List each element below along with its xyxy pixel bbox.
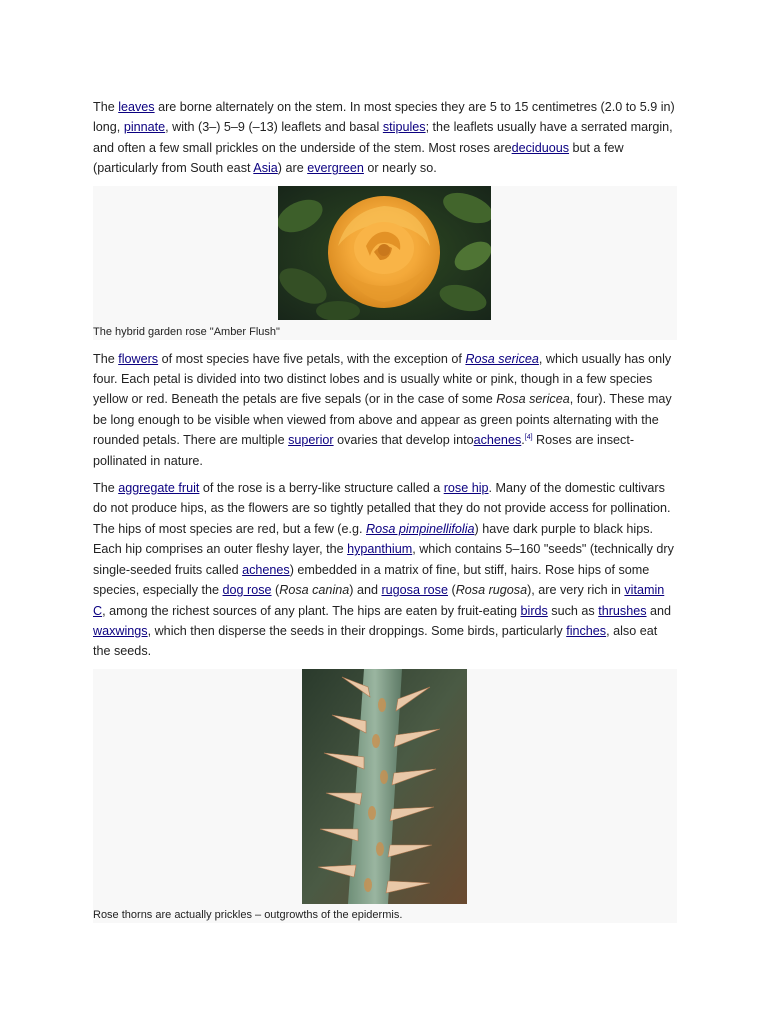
paragraph-leaves	[93, 97, 677, 179]
text: , four). These may be long enough to be visible when viewed from above and appear as green points alternating with the rounded petals. There are multiple	[93, 392, 672, 448]
citation-ref[interactable]: [4]	[524, 434, 533, 442]
text: are borne alternately on the stem. In most species they are 5 to 15 centimetres (2.0 to 5.9 in) long,	[93, 100, 675, 135]
text: ovaries that develop into	[333, 433, 474, 448]
text: ; the leaflets usually have a serrated margin, and often a few small prickles on the underside of the stem. Most roses are	[93, 120, 673, 155]
text: , which then disperse the seeds in their droppings. Some birds, particularly	[147, 623, 567, 638]
italic-term: Rosa canina	[279, 583, 350, 598]
text: , also eat the seeds.	[93, 623, 658, 659]
link-rose-hip[interactable]: rose hip	[443, 481, 489, 496]
link-vitamin-c[interactable]: vitamin C	[93, 583, 665, 618]
link-aggregate-fruit[interactable]: aggregate fruit	[118, 481, 200, 496]
text: and	[646, 603, 672, 618]
figure-amber-flush	[93, 186, 677, 340]
text: , among the richest sources of any plant. The hips are eaten by fruit-eating	[102, 603, 521, 618]
text: , with (3–) 5–9 (–13) leaflets and basal	[165, 120, 383, 135]
paragraph-flowers	[93, 349, 677, 471]
text: (	[271, 583, 280, 598]
link-deciduous[interactable]: deciduous	[511, 140, 570, 155]
link-hypanthium[interactable]: hypanthium	[347, 542, 413, 557]
text: The	[93, 481, 119, 496]
text: ) embedded in a matrix of fine, but stiff, hairs. Rose hips of some species, especially the	[93, 562, 650, 598]
link-asia[interactable]: Asia	[253, 161, 278, 176]
link-finches[interactable]: finches	[566, 623, 607, 638]
text: but a few (particularly from South east	[93, 140, 624, 176]
text: . Many of the domestic cultivars do not produce hips, as the flowers are so tightly petalled that they do not provide access for pollination. The hips of most species are red, but a few (e.g.	[93, 481, 671, 536]
text: or nearly so.	[363, 161, 437, 176]
link-rugosa-rose[interactable]: rugosa rose	[381, 583, 448, 598]
paragraph-fruit	[93, 478, 677, 662]
text: ), are very rich in	[527, 583, 625, 598]
text: , which contains 5–160 "seeds" (technically dry single-seeded fruits called	[93, 542, 674, 577]
link-pinnate[interactable]: pinnate	[123, 120, 166, 135]
link-superior[interactable]: superior	[288, 433, 334, 448]
figure-rose-thorns	[93, 669, 677, 923]
text: Roses are insect-pollinated in nature.	[93, 433, 635, 468]
figure-caption: The hybrid garden rose "Amber Flush"	[93, 325, 280, 338]
text: (	[447, 583, 456, 598]
link-rosa-pimpinellifolia[interactable]: Rosa pimpinellifolia	[366, 521, 475, 536]
figure-caption: Rose thorns are actually prickles – outgrowths of the epidermis.	[93, 908, 403, 921]
link-thrushes[interactable]: thrushes	[598, 603, 647, 618]
link-waxwings[interactable]: waxwings	[93, 623, 148, 638]
text: The	[93, 100, 119, 114]
text: such as	[547, 603, 599, 618]
rose-photo[interactable]	[278, 186, 491, 320]
text: , which usually has only four. Each petal is divided into two distinct lobes and is usually white or pink, though in a few species yellow or red. Beneath the petals are five sepals (or in the case of some	[93, 351, 672, 407]
text: ) are	[277, 161, 308, 176]
thorns-image	[302, 669, 467, 904]
italic-term: Rosa rugosa	[455, 583, 528, 598]
text: ) have dark purple to black hips. Each hip comprises an outer fleshy layer, the	[93, 521, 654, 557]
link-dog-rose[interactable]: dog rose	[222, 583, 272, 598]
link-stipules[interactable]: stipules	[382, 120, 426, 135]
link-achenes-2[interactable]: achenes	[242, 562, 290, 577]
thorns-photo[interactable]	[302, 669, 467, 904]
article-body	[93, 97, 677, 932]
link-flowers[interactable]: flowers	[118, 351, 159, 366]
text: of most species have five petals, with the exception of	[158, 351, 466, 366]
text: The	[93, 351, 119, 366]
link-rosa-sericea[interactable]: Rosa sericea	[465, 351, 539, 366]
link-achenes[interactable]: achenes	[473, 433, 522, 448]
text: .	[521, 433, 525, 448]
link-birds[interactable]: birds	[520, 603, 548, 618]
italic-term: Rosa sericea	[496, 392, 570, 407]
link-evergreen[interactable]: evergreen	[307, 161, 364, 176]
text: ) and	[349, 583, 382, 598]
link-leaves[interactable]: leaves	[118, 100, 155, 114]
text: of the rose is a berry-like structure called a	[199, 481, 444, 496]
rose-image	[278, 186, 491, 320]
